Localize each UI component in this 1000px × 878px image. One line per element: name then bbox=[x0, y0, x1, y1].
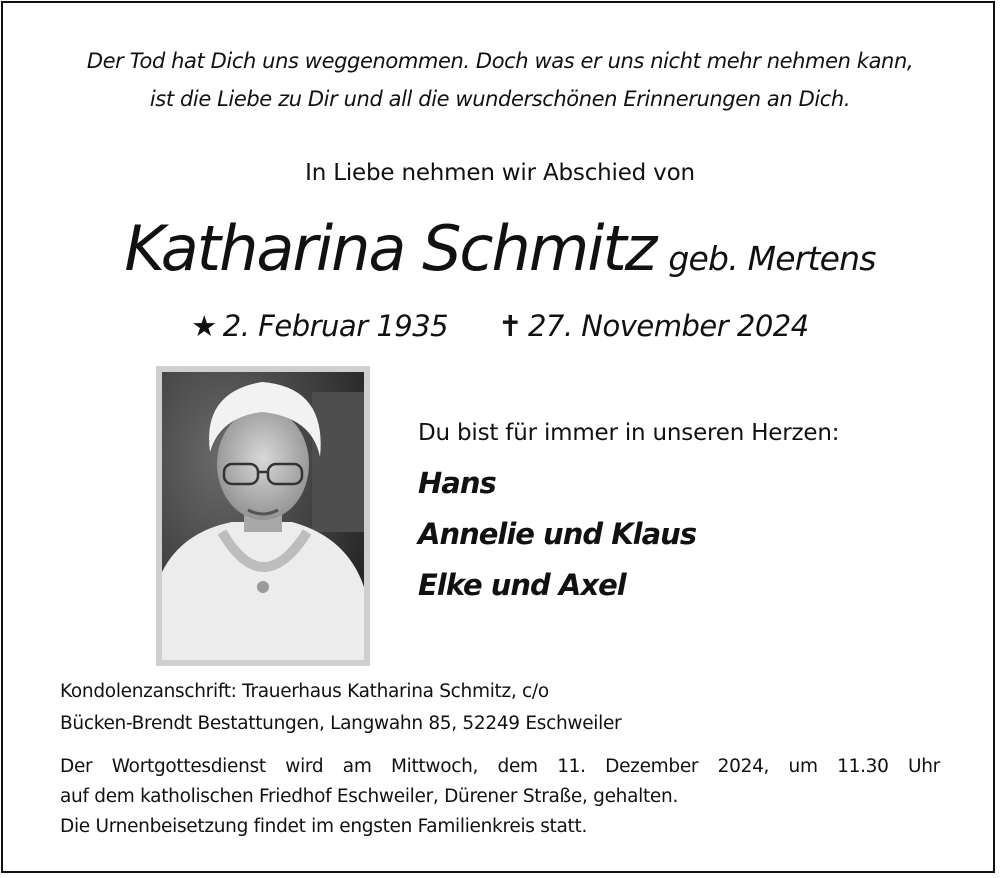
service-line-1: Der Wortgottesdienst wird am Mittwoch, dem 11. Dezember 2024, um 11.30 Uhr bbox=[60, 756, 940, 777]
deceased-name: Katharina Schmitz bbox=[124, 212, 656, 285]
death-cross-icon: ✝ bbox=[498, 309, 522, 343]
condolence-line-1: Kondolenzanschrift: Trauerhaus Katharina Schmitz, c/o bbox=[60, 681, 549, 702]
service-line-2: auf dem katholischen Friedhof Eschweiler, Dürener Straße, gehalten. bbox=[60, 786, 679, 807]
life-dates bbox=[0, 309, 1000, 343]
birth-date: 2. Februar 1935 bbox=[222, 309, 449, 343]
quote-line-1: Der Tod hat Dich uns weggenommen. Doch was er uns nicht mehr nehmen kann, bbox=[86, 49, 914, 73]
service-line-3: Die Urnenbeisetzung findet im engsten Familienkreis statt. bbox=[60, 816, 588, 837]
mourner-name: Elke und Axel bbox=[418, 568, 626, 602]
mourners-block bbox=[418, 420, 978, 611]
service-info bbox=[60, 752, 940, 842]
condolence-line-2: Bücken-Brendt Bestattungen, Langwahn 85, 52249 Eschweiler bbox=[60, 713, 622, 734]
maiden-name: geb. Mertens bbox=[668, 239, 876, 278]
mourner-name: Annelie und Klaus bbox=[418, 517, 697, 551]
birth-star-icon: ★ bbox=[191, 309, 217, 343]
portrait-photo bbox=[156, 366, 370, 666]
deceased-name-line bbox=[0, 212, 1000, 285]
memorial-quote bbox=[0, 42, 1000, 118]
mourner-name: Hans bbox=[418, 466, 496, 500]
mourners-lead: Du bist für immer in unseren Herzen: bbox=[418, 420, 840, 446]
death-date: 27. November 2024 bbox=[527, 309, 809, 343]
condolence-address bbox=[60, 676, 940, 740]
quote-line-2: ist die Liebe zu Dir und all die wunderschönen Erinnerungen an Dich. bbox=[149, 87, 851, 111]
farewell-intro: In Liebe nehmen wir Abschied von bbox=[305, 160, 695, 186]
